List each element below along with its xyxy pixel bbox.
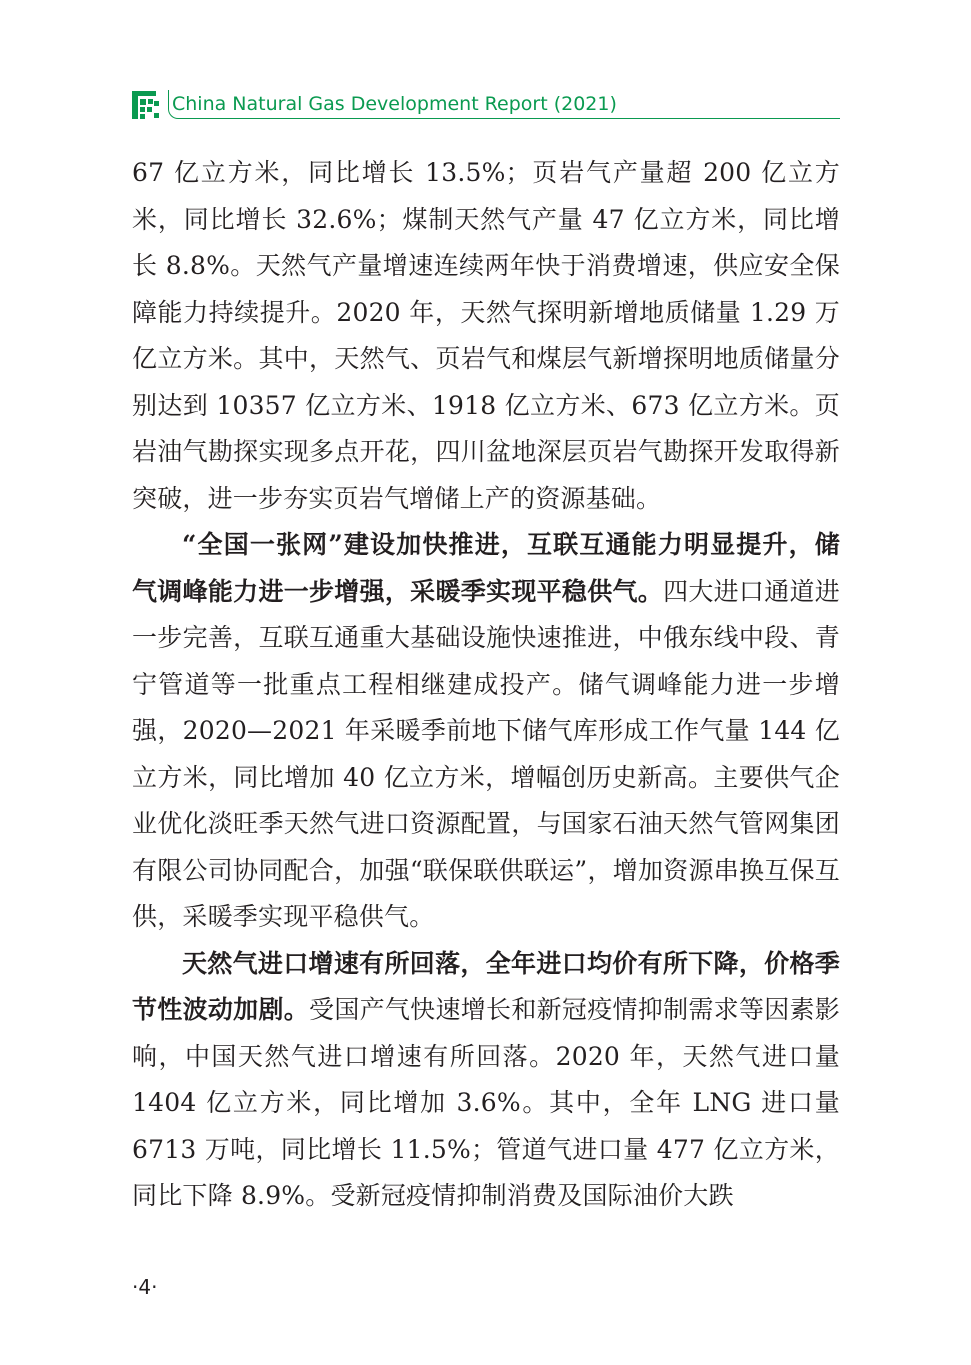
- header-rule: [178, 118, 840, 119]
- paragraph-3-text: 受国产气快速增长和新冠疫情抑制需求等因素影响，中国天然气进口增速有所回落。2020 年，天然气进口量 1404 亿立方米，同比增加 3.6%。其中，全年 LNG 进口量 6713 万吨，同比增长 11.5%；管道气进口量 477 亿立方米，同比下降 8.9%。受新冠疫情抑制消费及国际油价大跌: [132, 995, 841, 1210]
- page-number: ·4·: [132, 1275, 158, 1299]
- page-header: [132, 88, 840, 122]
- paragraph-1: [132, 150, 840, 522]
- paragraph-2-text: 四大进口通道进一步完善，互联互通重大基础设施快速推进，中俄东线中段、青宁管道等一批重点工程相继建成投产。储气调峰能力进一步增强，2020—2021 年采暖季前地下储气库形成工作气量 144 亿立方米，同比增加 40 亿立方米，增幅创历史新高。主要供气企业优化淡旺季天然气进口资源配置，与国家石油天然气管网集团有限公司协同配合，加强“联保联供联运”，增加资源串换互保互供，采暖季实现平稳供气。: [132, 576, 840, 931]
- paragraph-2-lead: “全国一张网”建设加快推进，互联互通能力明显提升，储气调峰能力进一步增强，采暖季实现平稳供气。: [132, 530, 840, 606]
- paragraph-2: [132, 522, 840, 941]
- report-logo-icon: [132, 91, 160, 119]
- paragraph-1-text: 67 亿立方米，同比增长 13.5%；页岩气产量超 200 亿立方米，同比增长 32.6%；煤制天然气产量 47 亿立方米，同比增长 8.8%。天然气产量增速连续两年快于消费增速，供应安全保障能力持续提升。2020 年，天然气探明新增地质储量 1.29 万亿立方米。其中，天然气、页岩气和煤层气新增探明地质储量分别达到 10357 亿立方米、1918 亿立方米、673 亿立方米。页岩油气勘探实现多点开花，四川盆地深层页岩气勘探开发取得新突破，进一步夯实页岩气增储上产的资源基础。: [132, 158, 840, 513]
- running-header-title: China Natural Gas Development Report (2021): [172, 93, 617, 115]
- paragraph-3-lead: 天然气进口增速有所回落，全年进口均价有所下降，价格季节性波动加剧。: [132, 948, 840, 1024]
- body-text: [132, 150, 840, 1220]
- paragraph-3: [132, 941, 840, 1220]
